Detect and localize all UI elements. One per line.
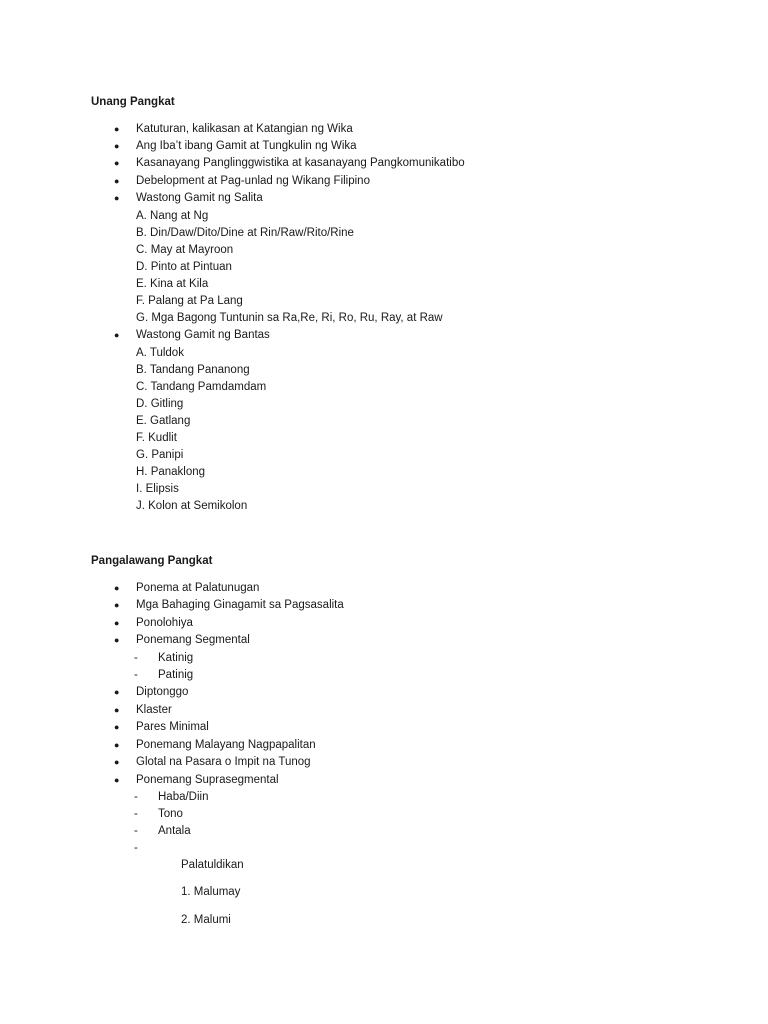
sub-list-item: F. Palang at Pa Lang (136, 295, 243, 307)
bullet-icon: ● (114, 330, 120, 340)
bullet-icon: ● (114, 176, 120, 186)
dash-icon: - (134, 825, 138, 837)
bullet-icon: ● (114, 193, 120, 203)
sub-list-item: D. Pinto at Pintuan (136, 261, 232, 273)
list-item: Ponema at Palatunugan (136, 582, 260, 594)
bullet-icon: ● (114, 600, 120, 610)
bullet-icon: ● (114, 687, 120, 697)
list-item: Kasanayang Panglinggwistika at kasanayang Pangkomunikatibo (136, 157, 465, 169)
sub-list-item: B. Tandang Pananong (136, 364, 250, 376)
sub-list-item: Katinig (158, 652, 194, 664)
list-item: Ponemang Suprasegmental (136, 774, 279, 786)
list-item: Katuturan, kalikasan at Katangian ng Wika (136, 123, 353, 135)
sub-list-item: D. Gitling (136, 398, 184, 410)
section-heading-unang-pangkat: Unang Pangkat (91, 96, 175, 108)
list-item: Wastong Gamit ng Salita (136, 192, 263, 204)
sub-list-item: Tono (158, 808, 183, 820)
dash-icon: - (134, 791, 138, 803)
list-item: Debelopment at Pag-unlad ng Wikang Filipino (136, 175, 370, 187)
sub-list-item: Antala (158, 825, 191, 837)
sub-list-item: G. Panipi (136, 449, 184, 461)
sub-list-item: I. Elipsis (136, 483, 179, 495)
palatuldikan-item: 1. Malumay (181, 886, 241, 898)
sub-list-item: H. Panaklong (136, 466, 206, 478)
list-item: Glotal na Pasara o Impit na Tunog (136, 756, 311, 768)
bullet-icon: ● (114, 618, 120, 628)
list-item: Klaster (136, 704, 172, 716)
bullet-icon: ● (114, 124, 120, 134)
sub-list-item: E. Kina at Kila (136, 278, 209, 290)
sub-list-item: G. Mga Bagong Tuntunin sa Ra,Re, Ri, Ro, Ru, Ray, at Raw (136, 312, 443, 324)
list-item: Wastong Gamit ng Bantas (136, 329, 270, 341)
sub-list-item: C. May at Mayroon (136, 244, 234, 256)
bullet-icon: ● (114, 583, 120, 593)
bullet-icon: ● (114, 775, 120, 785)
sub-list-item: C. Tandang Pamdamdam (136, 381, 267, 393)
list-item: Ponemang Malayang Nagpapalitan (136, 739, 316, 751)
bullet-icon: ● (114, 705, 120, 715)
bullet-icon: ● (114, 635, 120, 645)
palatuldikan-item: 2. Malumi (181, 914, 231, 926)
bullet-icon: ● (114, 757, 120, 767)
sub-list-item: A. Nang at Ng (136, 210, 209, 222)
dash-icon: - (134, 669, 138, 681)
sub-list-item: Haba/Diin (158, 791, 209, 803)
sub-list-item: A. Tuldok (136, 347, 184, 359)
list-item: Pares Minimal (136, 721, 209, 733)
section-heading-pangalawang-pangkat: Pangalawang Pangkat (91, 555, 213, 567)
sub-list-item: Patinig (158, 669, 194, 681)
list-item: Ang Iba’t ibang Gamit at Tungkulin ng Wika (136, 140, 357, 152)
bullet-icon: ● (114, 722, 120, 732)
sub-list-item: B. Din/Daw/Dito/Dine at Rin/Raw/Rito/Rine (136, 227, 354, 239)
dash-icon: - (134, 842, 138, 854)
bullet-icon: ● (114, 158, 120, 168)
bullet-icon: ● (114, 141, 120, 151)
palatuldikan-title: Palatuldikan (181, 859, 244, 871)
sub-list-item: E. Gatlang (136, 415, 191, 427)
dash-icon: - (134, 652, 138, 664)
list-item: Ponolohiya (136, 617, 193, 629)
dash-icon: - (134, 808, 138, 820)
list-item: Ponemang Segmental (136, 634, 250, 646)
sub-list-item: J. Kolon at Semikolon (136, 500, 248, 512)
sub-list-item: F. Kudlit (136, 432, 177, 444)
list-item: Diptonggo (136, 686, 189, 698)
bullet-icon: ● (114, 740, 120, 750)
list-item: Mga Bahaging Ginagamit sa Pagsasalita (136, 599, 344, 611)
